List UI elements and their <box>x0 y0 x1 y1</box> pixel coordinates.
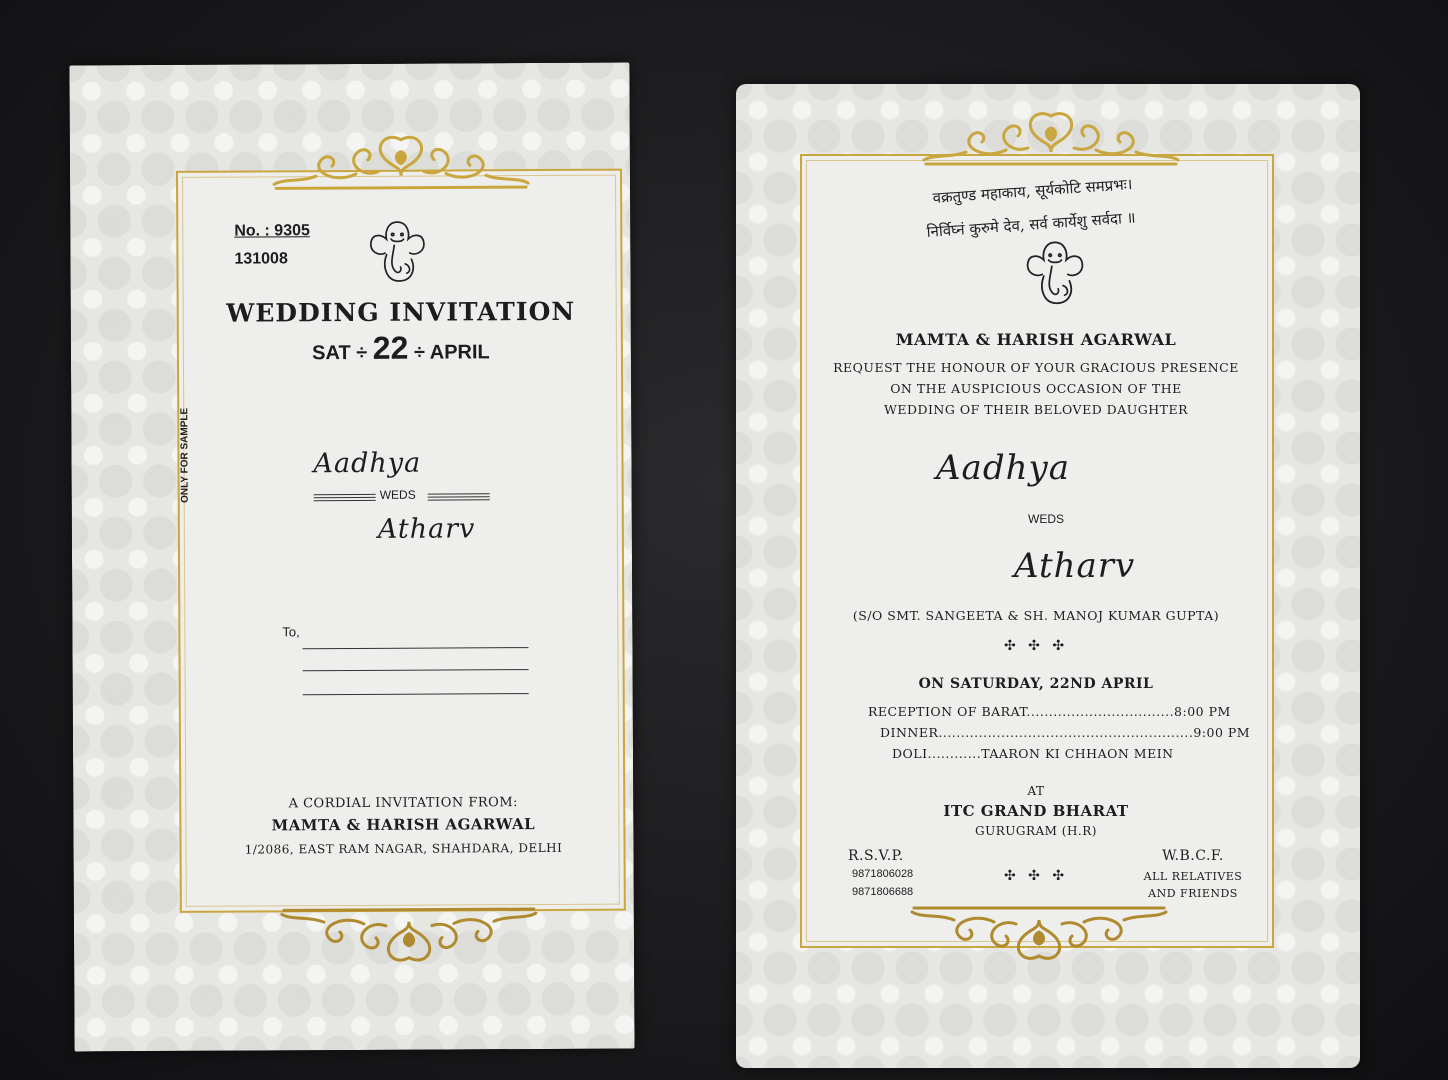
venue-name: ITC GRAND BHARAT <box>943 802 1129 820</box>
divider-ornament: ✣ ✣ ✣ <box>1003 868 1069 884</box>
serial-number: No. : 9305 <box>234 222 310 240</box>
date-separator: ÷ <box>356 341 368 364</box>
from-heading: A CORDIAL INVITATION FROM: <box>288 795 519 812</box>
envelope-weds: WEDS <box>379 487 416 502</box>
date-month: APRIL <box>429 341 490 364</box>
schedule-dinner: DINNER.........................................................9:00 PM <box>880 725 1251 740</box>
schedule-reception: RECEPTION OF BARAT.................................8:00 PM <box>868 704 1231 719</box>
envelope-bride-name: Aadhya <box>313 447 422 480</box>
ganesha-icon <box>366 216 428 286</box>
groom-parents: (S/O SMT. SANGEETA & SH. MANOJ KUMAR GUPTA) <box>852 608 1220 623</box>
rsvp-phone-1: 9871806028 <box>852 868 914 880</box>
invite-bride-name: Aadhya <box>936 448 1070 488</box>
rsvp-label: R.S.V.P. <box>848 848 904 864</box>
serial-code: 131008 <box>234 250 288 268</box>
envelope-card <box>69 63 634 1052</box>
from-address: 1/2086, EAST RAM NAGAR, SHAHDARA, DELHI <box>244 840 563 857</box>
wbcf-label: W.B.C.F. <box>1162 848 1224 864</box>
divider-ornament: ✣ ✣ ✣ <box>1003 638 1069 654</box>
at-label: AT <box>1027 784 1045 798</box>
date-number: 22 <box>372 329 409 366</box>
sample-note: ONLY FOR SAMPLE <box>179 407 191 503</box>
envelope-date <box>221 329 581 368</box>
invitation-card <box>736 84 1360 1068</box>
shloka-line-2: निर्विघ्नं कुरुमे देव, सर्व कार्येशु सर्वदा ॥ <box>926 208 1137 241</box>
gold-top-ornament <box>266 131 536 192</box>
envelope-title: WEDDING INVITATION <box>226 296 576 328</box>
request-line-2: ON THE AUSPICIOUS OCCASION OF THE <box>890 381 1182 396</box>
wbcf-line-1: ALL RELATIVES <box>1143 870 1243 883</box>
rsvp-phone-2: 9871806688 <box>852 886 914 898</box>
from-names: MAMTA & HARISH AGARWAL <box>271 815 536 835</box>
gold-bottom-ornament <box>274 905 544 966</box>
date-separator: ÷ <box>413 341 425 364</box>
hosts-name: MAMTA & HARISH AGARWAL <box>895 330 1177 349</box>
venue-city: GURUGRAM (H.R) <box>975 824 1097 838</box>
ganesha-icon <box>1022 236 1088 308</box>
date-day: SAT <box>312 342 351 365</box>
shloka-line-1: वक्रतुण्ड महाकाय, सूर्यकोटि समप्रभः। <box>932 175 1133 207</box>
event-date: ON SATURDAY, 22ND APRIL <box>918 676 1154 692</box>
gold-top-ornament <box>916 108 1186 168</box>
request-line-1: REQUEST THE HONOUR OF YOUR GRACIOUS PRESENCE <box>833 360 1239 375</box>
request-line-3: WEDDING OF THEIR BELOVED DAUGHTER <box>883 402 1189 417</box>
wbcf-line-2: AND FRIENDS <box>1148 887 1238 900</box>
invite-weds: WEDS <box>1028 512 1064 526</box>
envelope-groom-name: Atharv <box>377 513 476 545</box>
schedule-doli: DOLI............TAARON KI CHHAON MEIN <box>892 746 1174 761</box>
gold-bottom-ornament <box>904 904 1174 964</box>
to-label: To, <box>282 624 300 640</box>
invite-groom-name: Atharv <box>1014 546 1136 586</box>
